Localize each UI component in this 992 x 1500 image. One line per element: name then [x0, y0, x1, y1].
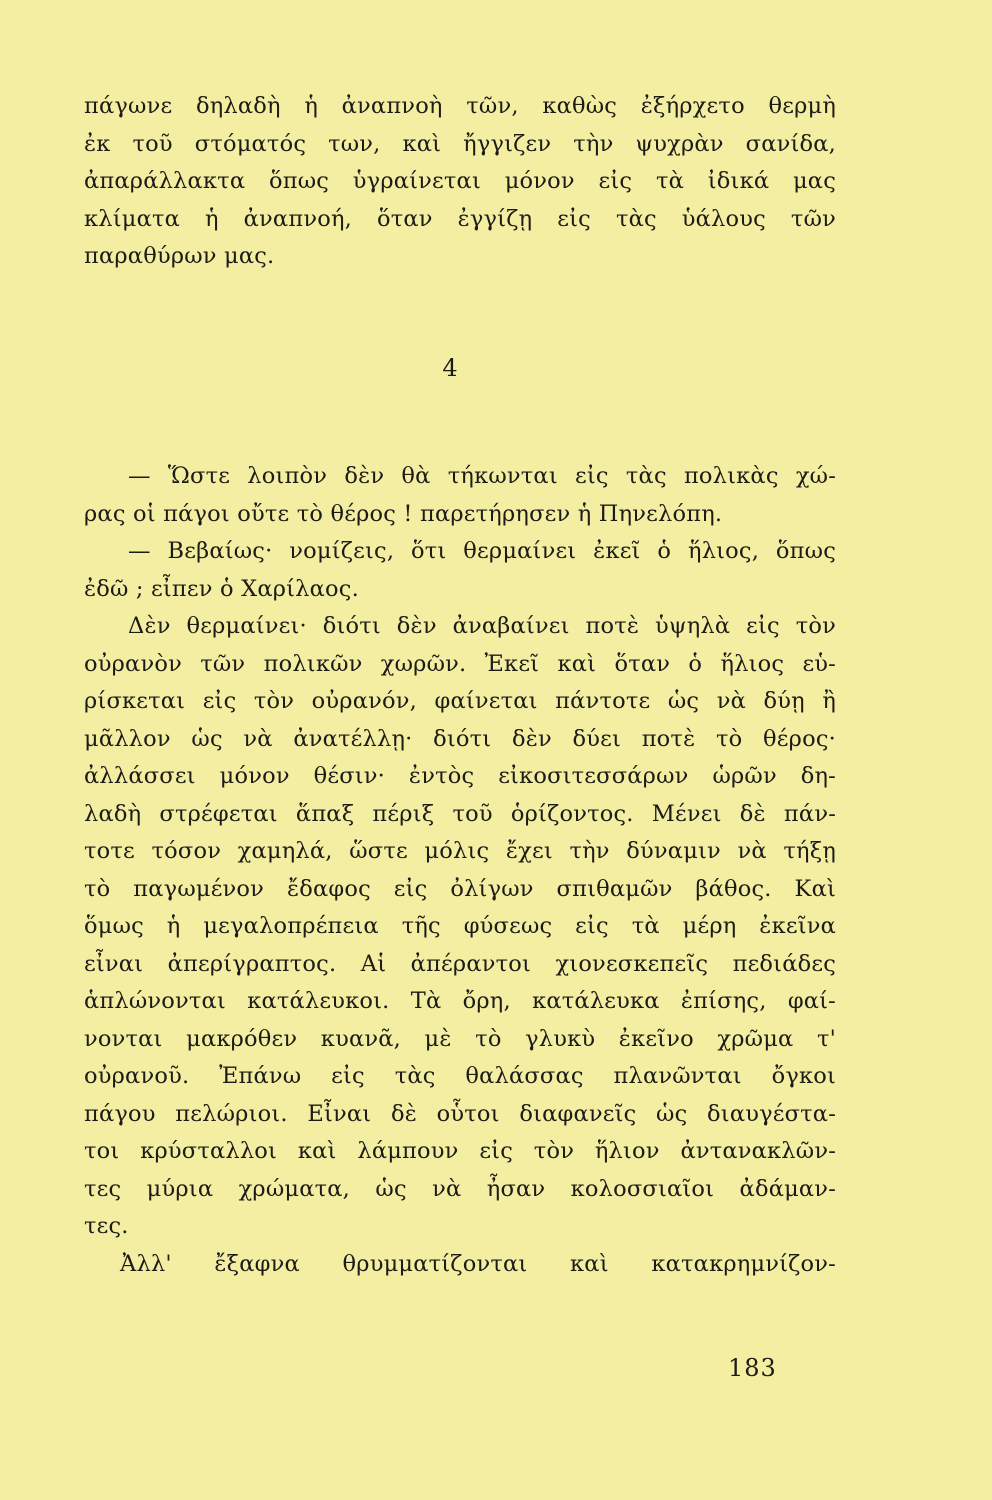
text-line: εἶναι ἀπερίγραπτος. Αἱ ἀπέραντοι χιονεσκεπεῖς πεδιάδες [84, 950, 836, 977]
text-line: μᾶλλον ὡς νὰ ἀνατέλλῃ· διότι δὲν δύει ποτὲ τὸ θέρος· [84, 725, 836, 752]
text-line: παραθύρων μας. [84, 243, 275, 269]
text-line: Ἀλλ' ἔξαφνα θρυμματίζονται καὶ κατακρημνίζον- [120, 1250, 836, 1277]
paragraph-top [84, 88, 836, 276]
dialogue-line: ρας οἱ πάγοι οὔτε τὸ θέρος ! παρετήρησεν ἡ Πηνελόπη. [84, 500, 723, 527]
text-line: λαδὴ στρέφεται ἅπαξ πέριξ τοῦ ὁρίζοντος. Μένει δὲ πάν- [84, 800, 836, 827]
text-line: νονται μακρόθεν κυανᾶ, μὲ τὸ γλυκὺ ἐκεῖνο χρῶμα τ' [84, 1025, 836, 1052]
body-text [84, 458, 836, 1283]
text-line: ἁπλώνονται κατάλευκοι. Τὰ ὄρη, κατάλευκα ἐπίσης, φαί- [84, 988, 836, 1014]
text-line: τὸ παγωμένον ἔδαφος εἰς ὀλίγων σπιθαμῶν βάθος. Καὶ [84, 875, 836, 902]
page-number: 183 [728, 1354, 777, 1382]
text-line: τοτε τόσον χαμηλά, ὥστε μόλις ἔχει τὴν δύναμιν νὰ τήξῃ [84, 838, 836, 864]
section-number: 4 [442, 354, 458, 382]
text-line: ἀλλάσσει μόνον θέσιν· ἐντὸς εἰκοσιτεσσάρων ὡρῶν δη- [84, 763, 836, 789]
text-line: τοι κρύσταλλοι καὶ λάμπουν εἰς τὸν ἥλιον ἀντανακλῶν- [84, 1138, 836, 1164]
text-line: Δὲν θερμαίνει· διότι δὲν ἀναβαίνει ποτὲ ὑψηλὰ εἰς τὸν [128, 613, 836, 639]
dialogue-line: — Ὥστε λοιπὸν δὲν θὰ τήκωνται εἰς τὰς πολικὰς χώ- [128, 463, 836, 489]
dialogue-line: — Βεβαίως· νομίζεις, ὅτι θερμαίνει ἐκεῖ ὁ ἥλιος, ὅπως [128, 538, 836, 564]
text-line: ἀπαράλλακτα ὅπως ὑγραίνεται μόνον εἰς τὰ ἰδικά μας [84, 168, 836, 194]
dialogue-line: ἐδῶ ; εἶπεν ὁ Χαρίλαος. [84, 575, 359, 602]
text-line: ρίσκεται εἰς τὸν οὐρανόν, φαίνεται πάντοτε ὡς νὰ δύῃ ἢ [84, 688, 836, 714]
text-line: τες. [84, 1213, 129, 1239]
text-line: πάγου πελώριοι. Εἶναι δὲ οὗτοι διαφανεῖς ὡς διαυγέστα- [84, 1100, 836, 1127]
text-line: πάγωνε δηλαδὴ ἡ ἀναπνοὴ τῶν, καθὼς ἐξήρχετο θερμὴ [84, 93, 836, 119]
text-line: οὐρανοῦ. Ἐπάνω εἰς τὰς θαλάσσας πλανῶνται ὄγκοι [84, 1063, 836, 1089]
text-line: ὅμως ἡ μεγαλοπρέπεια τῆς φύσεως εἰς τὰ μέρη ἐκεῖνα [84, 913, 836, 939]
text-line: οὐρανὸν τῶν πολικῶν χωρῶν. Ἐκεῖ καὶ ὅταν ὁ ἥλιος εὑ- [84, 650, 836, 677]
text-line: ἐκ τοῦ στόματός των, καὶ ἤγγιζεν τὴν ψυχρὰν σανίδα, [84, 130, 836, 157]
text-line: κλίματα ἡ ἀναπνοή, ὅταν ἐγγίζῃ εἰς τὰς ὑάλους τῶν [84, 205, 836, 232]
text-line: τες μύρια χρώματα, ὡς νὰ ἦσαν κολοσσιαῖοι ἀδάμαν- [84, 1175, 836, 1202]
